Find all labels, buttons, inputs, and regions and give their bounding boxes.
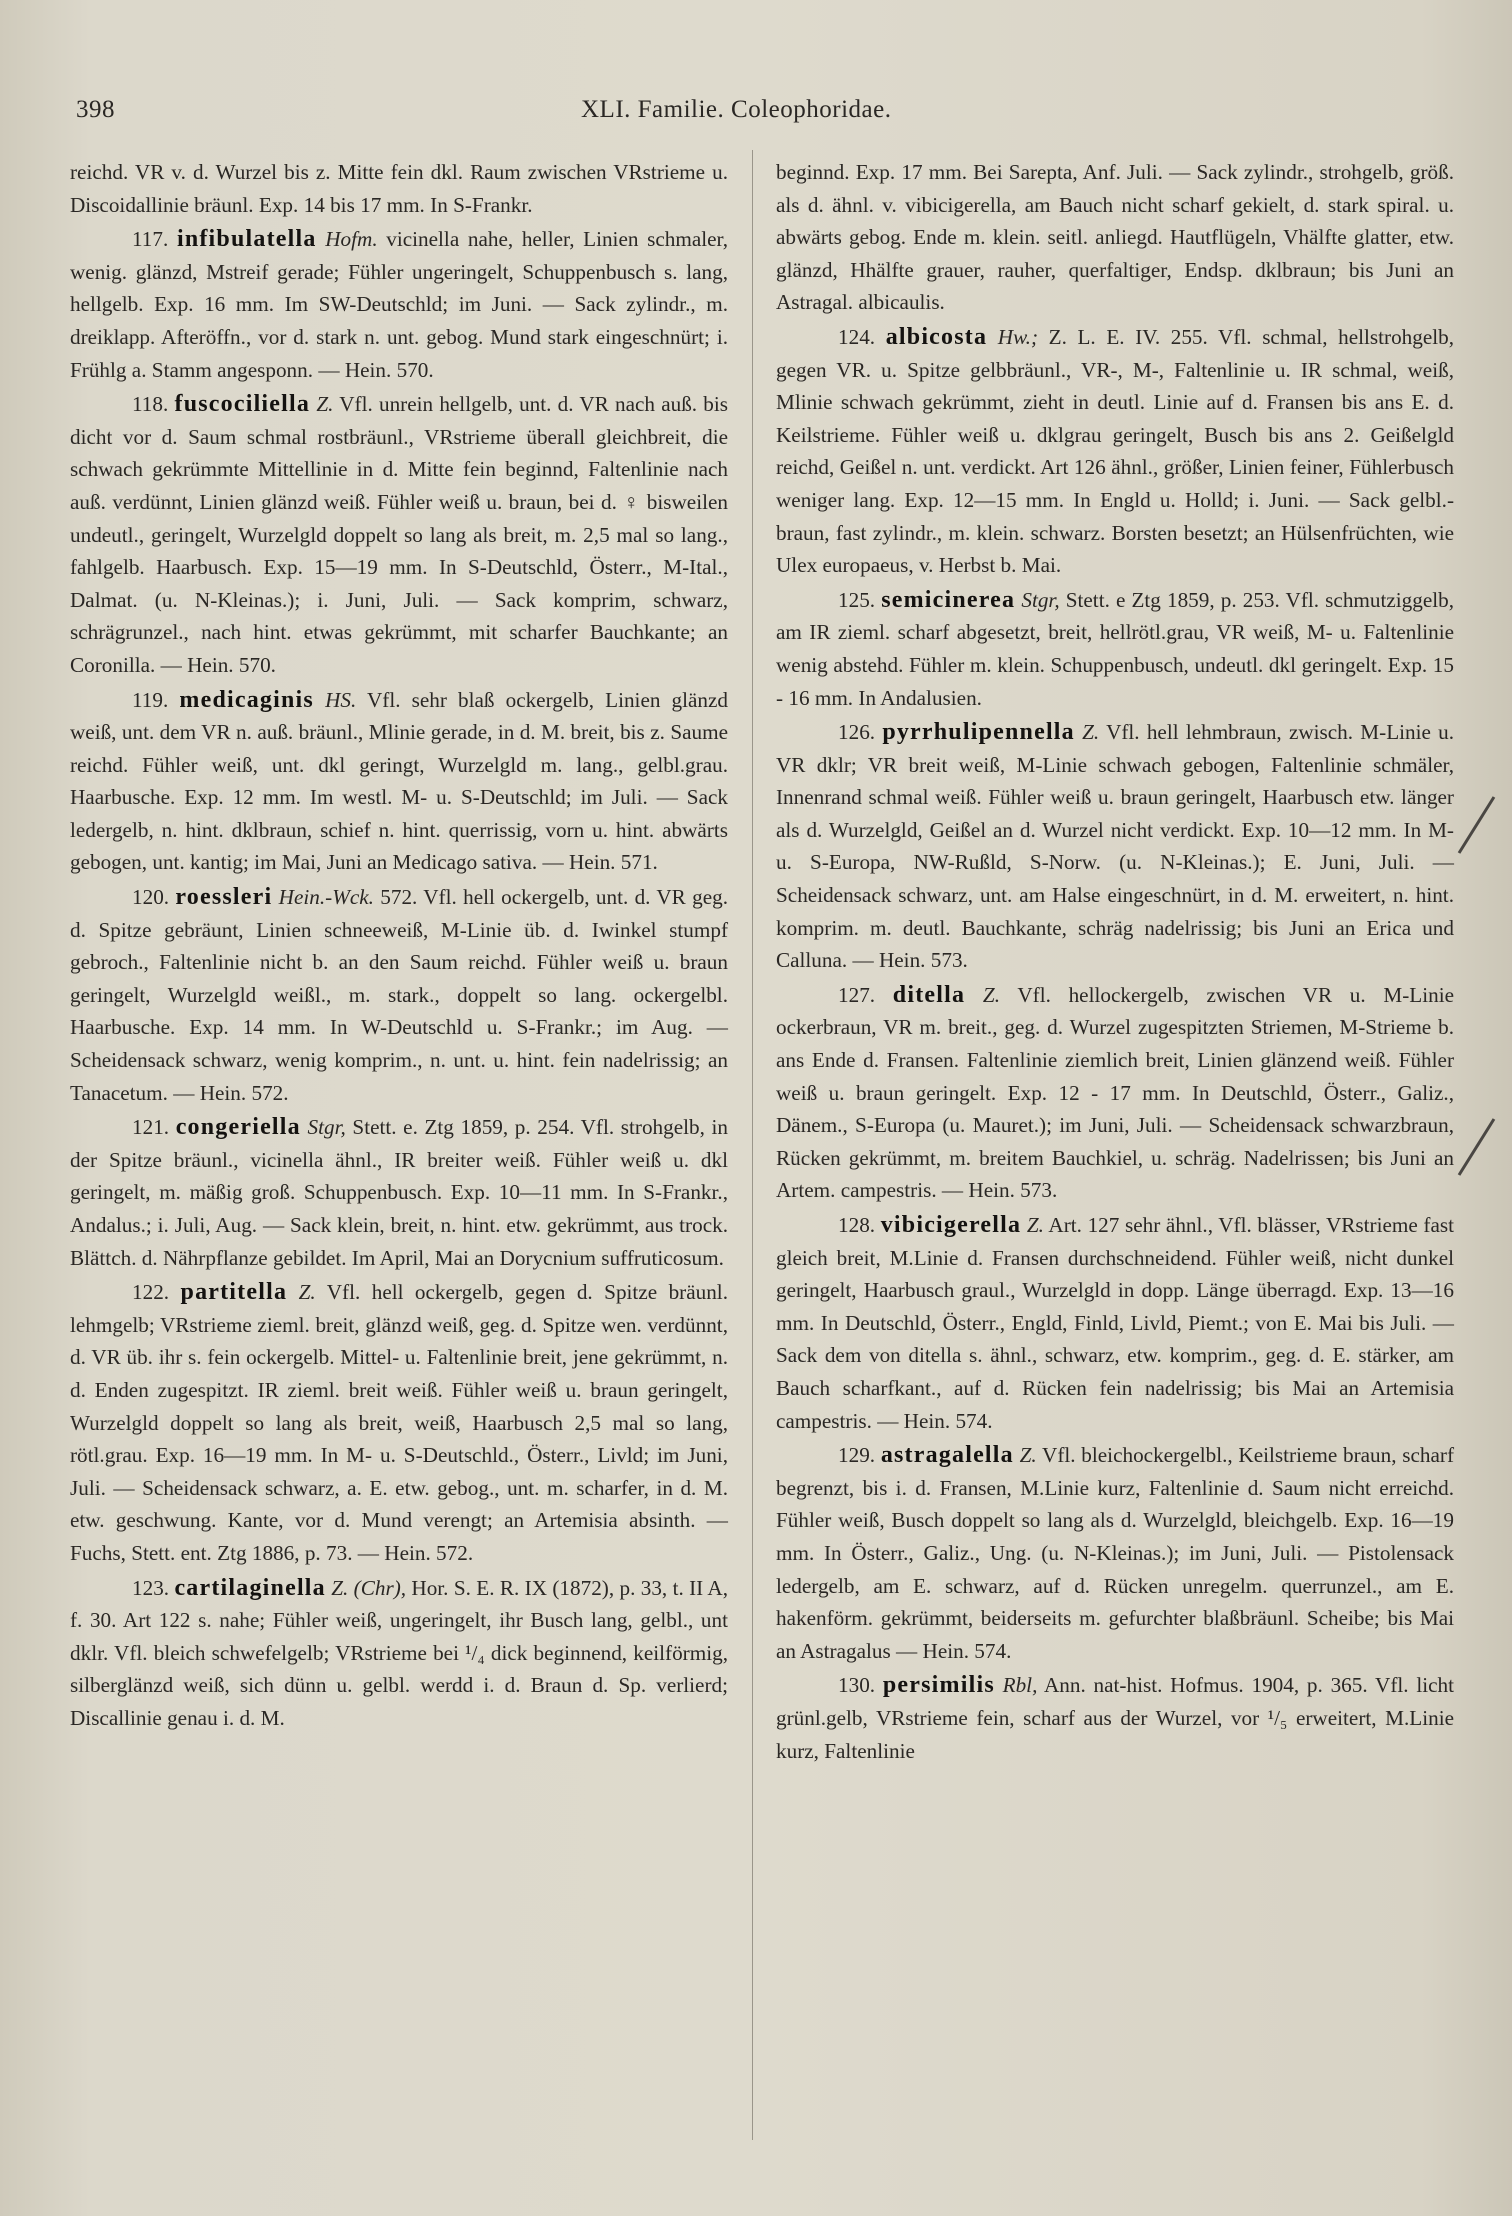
species-name: albicosta [885,323,988,350]
species-name: pyrrhulipennella [882,719,1075,746]
species-name: partitella [180,1279,288,1306]
species-entry [776,979,1454,1207]
species-name: medicaginis [179,686,314,713]
author: Stgr, [1021,587,1060,612]
species-name: roessleri [175,884,273,911]
species-entry [70,881,728,1109]
entry-text: Vfl. hell ockergelb, gegen d. Spitze bräunl. lehmgelb; VRstrieme zieml. breit, glänzd weiß, geg. d. Spitze wen. verdünnt, d. VR üb. ihr s. fein ockergelb. Mittel- u. Faltenlinie breit, jene gekrümmt, n. d. Enden zugespitzt. IR zieml. breit weiß. Fühler weiß u. braun geringelt, Wurzelgld doppelt so lang als breit, weiß, Haarbusch 2,5 mal so lang, rötl.grau. Exp. 16—19 mm. In M- u. S-Deutschld., Österr., Livld; im Juni, Juli. — Scheidensack schwarz, a. E. etw. gebog., unt. m. scharfer, in d. M. etw. geschwung. Kante, vor d. Mund verengt; an Artemisia absinth. — Fuchs, Stett. ent. Ztg 1886, p. 73. — Hein. 572. [70,1280,728,1565]
species-entry [70,1276,728,1569]
entry-text: Z. L. E. IV. 255. Vfl. schmal, hellstrohgelb, gegen VR. u. Spitze gelbbräunl., VR-, M-, Faltenlinie u. IR schmal, weiß, Mlinie schwach gekrümmt, zieht in deutl. Linie auf d. Fransen bis ans E. d. Keilstrieme. Fühler weiß u. dklgrau geringelt, Busch bis ans 2. Geißelgld reichd, Geißel n. unt. verdickt. Art 126 ähnl., größer, Linien feiner, Fühlerbusch weniger lang. Exp. 12—15 mm. In Engld u. Holld; i. Juni. — Sack gelbl.-braun, fast zylindr., m. klein. schwarz. Borsten besetzt; an Hülsenfrüchten, wie Ulex europaeus, v. Herbst b. Mai. [776,324,1455,578]
author: HS. [325,687,357,712]
species-entry [776,1439,1454,1667]
entry-number: 124. [838,324,876,349]
entry-number: 128. [838,1213,876,1237]
entry-number: 127. [838,982,876,1007]
species-entry [776,1669,1454,1767]
pencil-mark [1458,796,1496,854]
species-entry [776,584,1454,714]
species-entry [776,716,1454,977]
species-entry [70,684,728,880]
entry-number: 117. [132,227,169,252]
entry-number: 125. [838,587,876,612]
pencil-mark [1458,1118,1496,1176]
entry-number: 121. [132,1115,170,1140]
entry-text: Hor. S. E. R. IX (1872), p. 33, t. II A, f. 30. Art 122 s. nahe; Fühler weiß, ungeringelt, ihr Busch lang, gelbl., unt dklr. Vfl. bleich schwefelgelb; VRstrieme bei ¹/₄ dick beginnend, keilförmig, silberglänzd weiß, sich dünn u. gelbl. werdd i. d. Braun d. Sp. verlierd; Discallinie genau i. d. M. [70,1575,728,1730]
column-divider [752,150,753,2140]
entry-text: Art. 127 sehr ähnl., Vfl. blässer, VRstrieme fast gleich breit, M.Linie d. Fransen durchschneidend. Fühler weiß, nicht dunkel geringelt, Haarbusch graul., Wurzelgld in dopp. Länge überragd. Exp. 13—16 mm. In Deutschld, Österr., Engld, Finld, Livld, Piemt.; von E. Mai bis Juli. — Sack dem von ditella s. ähnl., schwarz, etw. komprim., geg. d. E. stärker, am Bauch scharfkant., auf d. Rücken fein nadelrissig; bis Mai an Artemisia campestris. — Hein. 574. [776,1213,1454,1433]
species-entry [70,223,728,386]
entry-text: Ann. nat-hist. Hofmus. 1904, p. 365. Vfl. licht grünl.gelb, VRstrieme fein, scharf aus der Wurzel, vor ¹/₅ erweitert, M.Linie kurz, Faltenlinie [776,1673,1455,1763]
species-entry [776,321,1454,582]
author: Z. [982,982,1001,1007]
author: Rbl, [1002,1673,1038,1698]
entry-number: 129. [838,1443,876,1468]
entry-text: Vfl. hellockergelb, zwischen VR u. M-Linie ockerbraun, VR m. breit., geg. d. Wurzel zugespitzten Striemen, M-Strieme b. ans Ende d. Fransen. Faltenlinie ziemlich breit, Linien glänzend weiß. Fühler weiß u. braun geringelt. Exp. 12 - 17 mm. In Deutschld, Österr., Galiz., Dänem., S-Europa (u. Mauret.); im Juni, Juli. — Scheidensack schwarzbraun, Rücken gekrümmt, m. breitem Bauchkiel, u. schräg. Nadelrissen; bis Juni an Artem. campestris. — Hein. 573. [776,982,1455,1203]
author: Z. [298,1280,316,1305]
entry-number: 130. [838,1673,876,1698]
right-column [776,156,1454,1769]
entry-text: Vfl. sehr blaß ockergelb, Linien glänzd weiß, unt. dem VR n. auß. bräunl., Mlinie gerade, in d. M. breit, bis z. Saume reichd. Fühler weiß, unt. dkl geringt, Wurzelgld m. lang., gelbl.grau. Haarbusche. Exp. 12 mm. Im westl. M- u. S-Deutschld; im Juli. — Sack ledergelb, n. hint. dklbraun, schief n. hint. querrissig, vorn u. hint. abwärts gebogen, unt. kantig; im Mai, Juni an Medicago sativa. — Hein. 571. [70,687,729,875]
species-entry [70,1572,728,1735]
entry-continuation: beginnd. Exp. 17 mm. Bei Sarepta, Anf. Juli. — Sack zylindr., strohgelb, größ. als d. ähnl. v. vibicigerella, am Bauch nicht scharf gekielt, d. stark spiral. u. abwärts gebog. Ende m. klein. seitl. anliegd. Hautflügeln, Vhälfte glatter, etw. glänzd, Hhälfte grauer, rauher, querfaltiger, Endsp. dklbraun; bis Juni an Astragal. albicaulis. [776,160,1454,315]
entry-text: 572. Vfl. hell ockergelb, unt. d. VR geg. d. Spitze gebräunt, Linien schneeweiß, M-Linie üb. d. Iwinkel stumpf gebroch., Faltenlinie nicht b. an den Saum reichd. Fühler weiß u. braun geringelt, Wurzelgld weißl., m. stark., doppelt so lang. ockergelbl. Haarbusche. Exp. 14 mm. In W-Deutschld u. S-Frankr.; im Aug. — Scheidensack schwarz, wenig komprim., n. unt. u. hint. fein nadelrissig; an Tanacetum. — Hein. 572. [70,885,728,1105]
author: Hein.-Wck. [278,885,374,910]
species-name: infibulatella [176,226,317,253]
entry-continuation: reichd. VR v. d. Wurzel bis z. Mitte fein dkl. Raum zwischen VRstrieme u. Discoidallinie bräunl. Exp. 14 bis 17 mm. In S-Frankr. [70,160,728,217]
left-column [70,156,728,1737]
author: Hw.; [997,324,1039,349]
author: Z. [316,392,334,417]
author: Z. [1026,1213,1044,1237]
species-name: semicinerea [881,586,1016,613]
species-name: congeriella [175,1114,301,1141]
author: Stgr, [307,1115,346,1140]
species-name: fuscociliella [174,391,311,418]
entry-number: 122. [132,1280,170,1305]
entry-text: Vfl. bleichockergelbl., Keilstrieme braun, scharf begrenzt, bis i. d. Fransen, M.Linie kurz, Faltenlinie d. Saum nicht erreichd. Fühler weiß, Busch doppelt so lang als d. Wurzelgld, bleichgelb. Exp. 16—19 mm. In Österr., Galiz., Ung. (u. N-Kleinas.); im Juni, Juli. — Pistolensack ledergelb, am E. schwarz, auf d. Rücken unregelm. querrunzel., am E. hakenförm. gekrümmt, beiderseits m. gefurchter blaßbräunl. Scheibe; bis Mai an Astragalus — Hein. 574. [776,1443,1455,1663]
author: Hofm. [325,227,378,252]
author: Z. [1019,1443,1037,1468]
entry-number: 118. [132,392,169,417]
page-header [76,96,1456,136]
entry-text: vicinella nahe, heller, Linien schmaler, wenig. glänzd, Mstreif gerade; Fühler ungeringelt, Schuppenbusch s. lang, hellgelb. Exp. 16 mm. Im SW-Deutschld; im Juni. — Sack zylindr., m. dreiklapp. Afteröffn., vor d. stark n. unt. gebog. Mund stark eingeschnürt; i. Frühlg a. Stamm angesponn. — Hein. 570. [70,227,729,382]
entry-text: Vfl. unrein hellgelb, unt. d. VR nach auß. bis dicht vor d. Saum schmal rostbräunl., VRstrieme überall gleichbreit, die schwach gekrümmte Mittellinie in d. Mitte fein beginnd, Faltenlinie nach auß. verdünnt, Linien glänzd weiß. Fühler weiß u. braun, bei d. ♀ bisweilen undeutl., geringelt, Wurzelgld doppelt so lang als breit, m. 2,5 mal so lang., fahlgelb. Haarbusch. Exp. 15—19 mm. In S-Deutschld, Österr., M-Ital., Dalmat. (u. N-Kleinas.); i. Juni, Juli. — Sack komprim, schwarz, schrägrunzel., nach hint. etwas gekrümmt, mit scharfer Bauchkante; an Coronilla. — Hein. 570. [70,392,729,677]
author: Z. [1082,720,1100,745]
species-name: cartilaginella [174,1574,326,1601]
species-name: vibicigerella [880,1212,1022,1238]
page-number: 398 [76,96,115,123]
entry-number: 126. [838,720,876,745]
species-name: persimilis [882,1672,995,1699]
entry-number: 123. [132,1575,170,1600]
author: Z. (Chr), [331,1575,407,1600]
entry-number: 120. [132,885,170,910]
species-entry [70,1111,728,1274]
entry-text: Vfl. hell lehmbraun, zwisch. M-Linie u. VR dklr; VR breit weiß, M-Linie schwach gebogen, Faltenlinie schmäler, Innenrand schmal weiß. Fühler weiß u. braun geringelt, Haarbusch etw. länger als d. Wurzelgld, Geißel an d. Wurzel nicht verdickt. Exp. 10—12 mm. In M- u. S-Europa, NW-Rußld, S-Norw. (u. N-Kleinas.); E. Juni, Juli. — Scheidensack schwarz, unt. am Halse eingeschnürt, in d. M. erweitert, n. hint. komprim. m. deutl. Bauchkante, schräg nadelrissig; bis Juni an Erica und Calluna. — Hein. 573. [776,720,1455,973]
species-entry [70,388,728,681]
species-entry [776,1209,1454,1437]
entry-text: Stett. e. Ztg 1859, p. 254. Vfl. strohgelb, in der Spitze bräunl., vicinella ähnl., IR breiter weiß. Fühler weiß u. dkl geringelt, m. mäßig groß. Schuppenbusch. Exp. 10—11 mm. In S-Frankr., Andalus.; i. Juli, Aug. — Sack klein, breit, n. hint. etw. gekrümmt, aus trock. Blättch. d. Nährpflanze gebildet. Im April, Mai an Dorycnium suffruticosum. [70,1115,729,1270]
entry-number: 119. [132,687,169,712]
running-title: XLI. Familie. Coleophoridae. [581,96,892,123]
entry-text: Stett. e Ztg 1859, p. 253. Vfl. schmutziggelb, am IR zieml. scharf abgesetzt, breit, hellrötl.grau, VR weiß, M- u. Faltenlinie wenig abstehd. Fühler m. klein. Schuppenbusch, undeutl. dkl geringelt. Exp. 15 - 16 mm. In Andalusien. [776,587,1455,710]
species-name: astragalella [880,1442,1014,1469]
species-name: ditella [892,981,966,1008]
